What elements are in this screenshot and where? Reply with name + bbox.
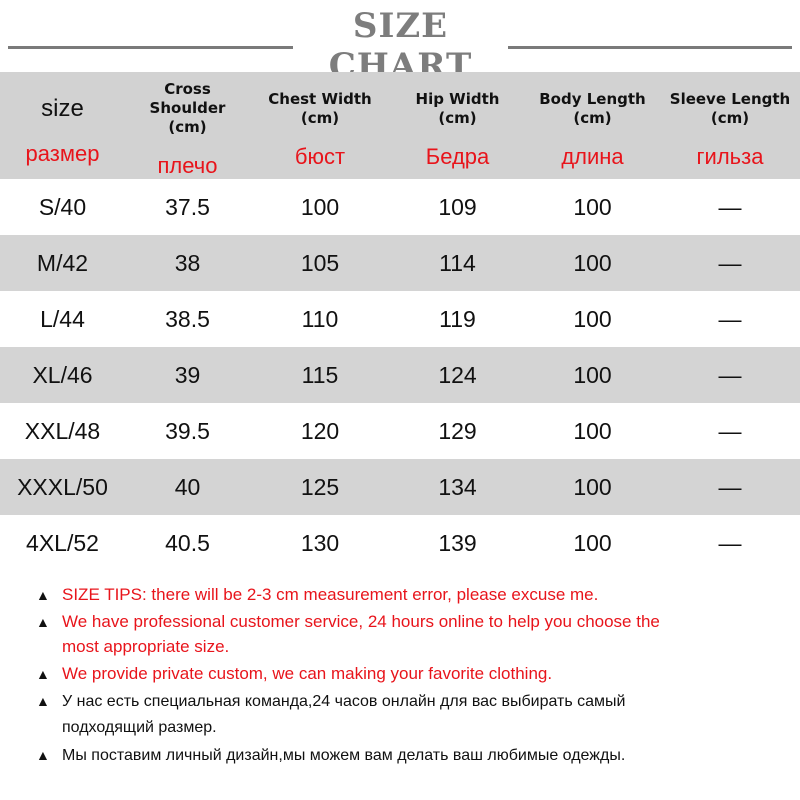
table-row	[0, 235, 800, 291]
cell-chest: 115	[301, 361, 339, 388]
triangle-up-icon: ▲	[36, 587, 50, 603]
cell-sleeve: —	[718, 417, 742, 444]
cell-sleeve: —	[718, 305, 742, 332]
table-header-row	[0, 72, 800, 179]
cell-sleeve: —	[718, 529, 742, 556]
cell-hip: 109	[438, 193, 477, 220]
header-chest-width: Chest Width (cm) бюст	[268, 89, 372, 169]
list-item: ▲ We have professional customer service, 24 hours online to help you choose the most appropriate size.	[36, 612, 660, 656]
triangle-up-icon: ▲	[36, 747, 50, 763]
list-item: ▲ SIZE TIPS: there will be 2-3 cm measurement error, please excuse me.	[36, 582, 776, 607]
cell-length: 100	[573, 529, 612, 556]
cell-chest: 100	[300, 193, 340, 220]
table-row	[0, 515, 800, 571]
size-chart-table	[0, 72, 800, 571]
cell-length: 100	[573, 361, 612, 388]
cell-hip: 129	[438, 417, 477, 444]
cell-sleeve: —	[718, 193, 742, 220]
table-row	[0, 179, 800, 235]
cell-size: S/40	[38, 193, 87, 220]
cell-length: 100	[573, 305, 612, 332]
cell-sleeve: —	[718, 249, 742, 276]
cell-hip: 134	[438, 473, 477, 500]
header-sleeve-length: Sleeve Length (cm) гильза	[669, 89, 791, 169]
cell-size: 4XL/52	[26, 529, 99, 556]
cell-size: XXXL/50	[17, 473, 108, 500]
cell-chest: 130	[300, 529, 340, 556]
table-row	[0, 403, 800, 459]
cell-shoulder: 38	[174, 249, 201, 276]
header-body-length: Body Length (cm) длина	[539, 89, 646, 169]
title-divider-left	[8, 46, 293, 49]
cell-length: 100	[573, 473, 612, 500]
header-hip-width: Hip Width (cm) Бедра	[415, 89, 500, 169]
cell-size: M/42	[36, 249, 89, 276]
triangle-up-icon: ▲	[36, 614, 50, 630]
page-title: SIZE CHART	[328, 6, 473, 86]
triangle-up-icon: ▲	[36, 666, 50, 682]
cell-hip: 139	[438, 529, 477, 556]
cell-length: 100	[573, 417, 612, 444]
cell-shoulder: 39	[174, 361, 201, 388]
cell-chest: 105	[300, 249, 340, 276]
cell-sleeve: —	[718, 361, 742, 388]
cell-length: 100	[573, 249, 612, 276]
triangle-up-icon: ▲	[36, 693, 50, 709]
cell-hip: 114	[439, 249, 476, 276]
header-cross-shoulder: Cross Shoulder (cm) плечо	[149, 80, 226, 178]
table-row	[0, 347, 800, 403]
cell-shoulder: 39.5	[165, 417, 210, 444]
title-divider-right	[508, 46, 792, 49]
cell-shoulder: 38.5	[165, 305, 210, 332]
cell-shoulder: 40.5	[165, 529, 210, 556]
title-banner	[0, 0, 800, 86]
cell-hip: 124	[438, 361, 477, 388]
cell-chest: 125	[300, 473, 340, 500]
cell-chest: 120	[300, 417, 340, 444]
cell-size: L/44	[40, 305, 85, 332]
header-size: size размер	[25, 94, 100, 166]
cell-shoulder: 37.5	[165, 193, 210, 220]
list-item: ▲ We provide private custom, we can making your favorite clothing.	[36, 661, 776, 686]
cell-hip: 119	[439, 305, 476, 332]
list-item: ▲ Мы поставим личный дизайн,мы можем вам делать ваш любимые одежды.	[36, 742, 776, 768]
table-row	[0, 459, 800, 515]
size-tips-list	[36, 582, 776, 770]
cell-chest: 110	[301, 305, 339, 332]
cell-shoulder: 40	[174, 473, 201, 500]
table-row	[0, 291, 800, 347]
list-item: ▲ У нас есть специальная команда,24 часов онлайн для вас выбирать самый подходящий размер.	[36, 688, 702, 740]
cell-size: XL/46	[32, 361, 93, 388]
cell-sleeve: —	[718, 473, 742, 500]
cell-size: XXL/48	[24, 417, 101, 444]
cell-length: 100	[573, 193, 612, 220]
